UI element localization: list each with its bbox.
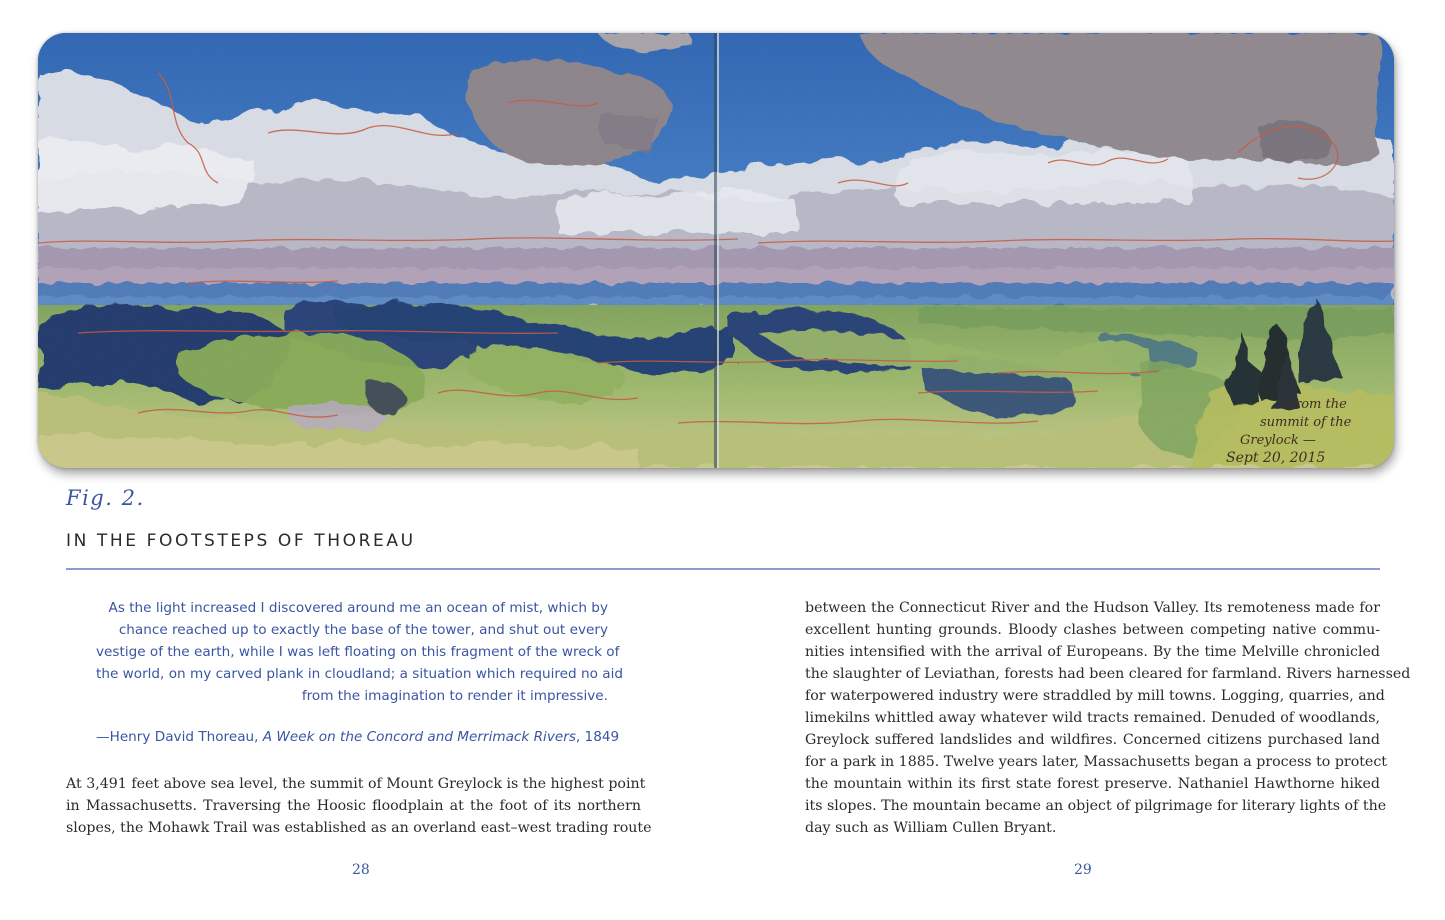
body-line: the mountain within its first state forest preserve. Nathaniel Hawthorne hiked [805,776,1380,792]
figure-label: Fig. 2. [66,486,145,510]
body-line: the slaughter of Leviathan, forests had been cleared for farmland. Rivers harnessed [805,666,1411,682]
watercolor-painting [38,33,1394,468]
attribution-year: , 1849 [575,729,620,745]
epigraph-line: the world, on my carved plank in cloudland; a situation which required no aid [96,666,623,682]
left-page-body [66,773,652,839]
attribution-author: —Henry David Thoreau, [96,729,263,745]
epigraph-quote [96,597,623,707]
page-number-left: 28 [352,862,370,878]
body-line: Greylock suffered landslides and wildfires. Concerned citizens purchased land [805,732,1380,748]
body-line: excellent hunting grounds. Bloody clashes between competing native commu- [805,622,1380,638]
body-line: limekilns whittled away whatever wild tracts remained. Denuded of woodlands, [805,710,1380,726]
right-page-body [805,597,1411,839]
page-number-right: 29 [1074,862,1092,878]
body-line: slopes, the Mohawk Trail was established as an overland east–west trading route [66,820,652,836]
body-line: between the Connecticut River and the Hudson Valley. Its remoteness made for [805,600,1380,616]
body-line: in Massachusetts. Traversing the Hoosic floodplain at the foot of its northern [66,798,641,814]
epigraph-line: chance reached up to exactly the base of the tower, and shut out every [118,622,608,638]
attribution-work-title: A Week on the Concord and Merrimack Rivers [262,729,576,745]
body-line: for waterpowered industry were straddled by mill towns. Logging, quarries, and [805,688,1385,704]
epigraph-line: As the light increased I discovered around me an ocean of mist, which by [108,600,608,616]
body-line: for a park in 1885. Twelve years later, Massachusetts began a process to protect [805,754,1387,770]
heading-rule [66,568,1380,570]
body-line: day such as William Cullen Bryant. [805,820,1057,836]
epigraph-line: from the imagination to render it impressive. [301,688,608,704]
body-line: its slopes. The mountain became an object of pilgrimage for literary lights of the [805,798,1387,814]
epigraph-line: vestige of the earth, while I was left floating on this fragment of the wreck of [96,644,620,660]
body-line: nities intensified with the arrival of Europeans. By the time Melville chronicled [805,644,1380,660]
section-title: IN THE FOOTSTEPS OF THOREAU [66,531,416,551]
epigraph-attribution [96,729,620,745]
body-line: At 3,491 feet above sea level, the summit of Mount Greylock is the highest point [66,776,646,792]
painting-illustration [38,33,1394,468]
